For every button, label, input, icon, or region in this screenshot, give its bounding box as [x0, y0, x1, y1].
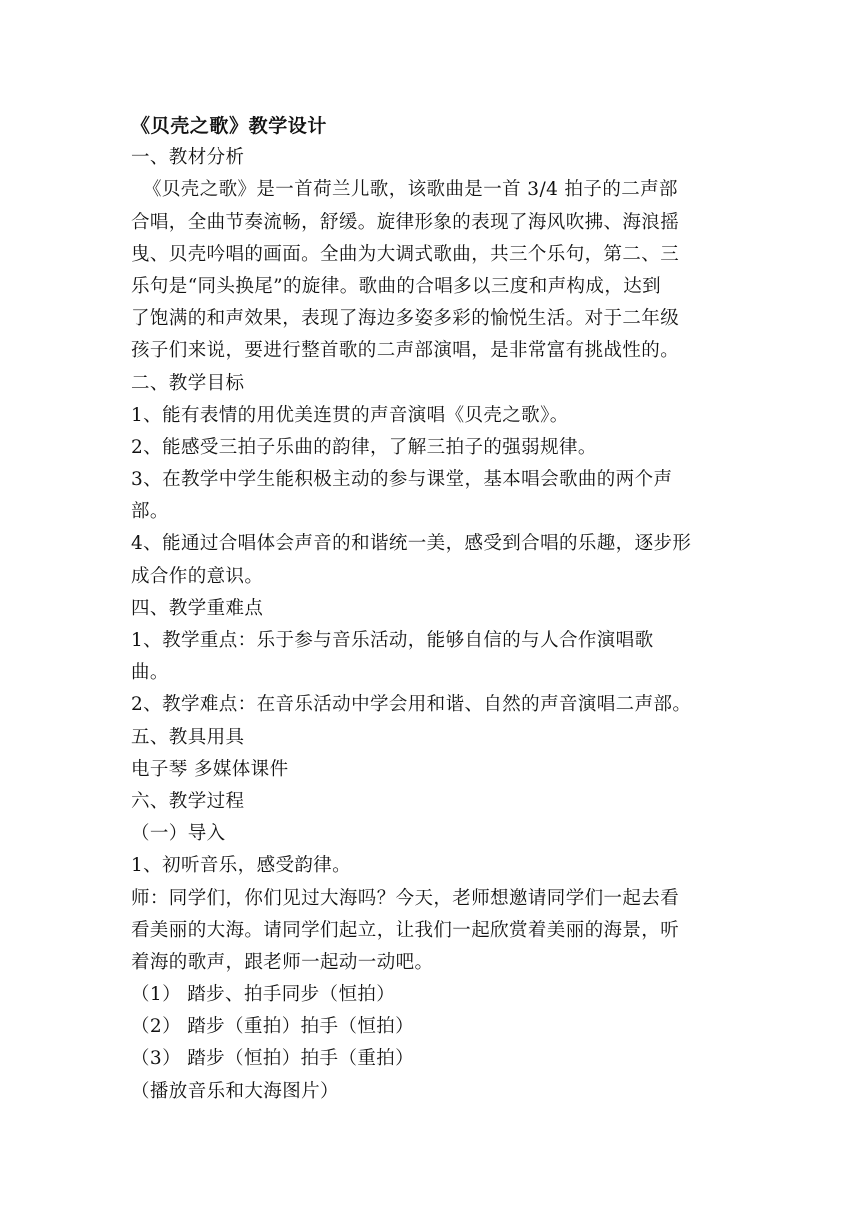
- section-heading-material-analysis: 一、教材分析: [131, 147, 245, 169]
- paragraph-line: 看美丽的大海。请同学们起立，让我们一起欣赏着美丽的海景，听: [131, 919, 680, 941]
- list-item: 1、初听音乐，感受韵律。: [131, 855, 352, 877]
- paragraph-line: 乐句是“同头换尾”的旋律。歌曲的合唱多以三度和声构成，达到: [131, 275, 662, 297]
- list-item: 1、教学重点：乐于参与音乐活动，能够自信的与人合作演唱歌: [131, 630, 654, 651]
- section-heading-teaching-goals: 二、教学目标: [131, 372, 245, 394]
- list-item-continuation: 部。: [131, 501, 169, 523]
- paragraph-line: 合唱，全曲节奏流畅，舒缓。旋律形象的表现了海风吹拂、海浪摇: [131, 211, 680, 233]
- list-item: 4、能通过合唱体会声音的和谐统一美，感受到合唱的乐趣，逐步形: [131, 533, 692, 555]
- activity-item: （2） 踏步（重拍）拍手（恒拍）: [131, 1016, 415, 1038]
- paragraph-line: 了饱满的和声效果，表现了海边多姿多彩的愉悦生活。对于二年级: [131, 308, 680, 330]
- paragraph-line: 着海的歌声，跟老师一起动一动吧。: [131, 951, 434, 973]
- list-item: 2、能感受三拍子乐曲的韵律，了解三拍子的强弱规律。: [131, 436, 597, 458]
- activity-item: （1） 踏步、拍手同步（恒拍）: [131, 984, 396, 1006]
- activity-item: （3） 踏步（恒拍）拍手（重拍）: [131, 1048, 415, 1070]
- document-body: [131, 110, 731, 1108]
- paragraph-line: 《贝壳之歌》是一首荷兰儿歌，该歌曲是一首 3/4 拍子的二声部: [143, 179, 678, 201]
- section-heading-teaching-tools: 五、教具用具: [131, 726, 245, 748]
- note-text: （播放音乐和大海图片）: [131, 1080, 339, 1102]
- section-heading-key-points: 四、教学重难点: [131, 597, 264, 619]
- tools-text: 电子琴 多媒体课件: [131, 758, 289, 780]
- list-item: 2、教学难点：在音乐活动中学会用和谐、自然的声音演唱二声部。: [131, 694, 692, 716]
- paragraph-line: 师：同学们，你们见过大海吗？今天，老师想邀请同学们一起去看: [131, 887, 680, 909]
- list-item: 1、能有表情的用优美连贯的声音演唱《贝壳之歌》。: [131, 404, 569, 426]
- section-heading-teaching-process: 六、教学过程: [131, 790, 245, 812]
- paragraph-line: 孩子们来说，要进行整首歌的二声部演唱，是非常富有挑战性的。: [131, 340, 680, 362]
- document-title: 《贝壳之歌》教学设计: [131, 115, 328, 137]
- subsection-heading-intro: （一）导入: [131, 823, 226, 845]
- paragraph-line: 曳、贝壳吟唱的画面。全曲为大调式歌曲，共三个乐句，第二、三: [131, 243, 680, 265]
- list-item: 3、在教学中学生能积极主动的参与课堂，基本唱会歌曲的两个声: [131, 469, 673, 491]
- list-item-continuation: 成合作的意识。: [131, 565, 264, 587]
- list-item-continuation: 曲。: [131, 662, 169, 684]
